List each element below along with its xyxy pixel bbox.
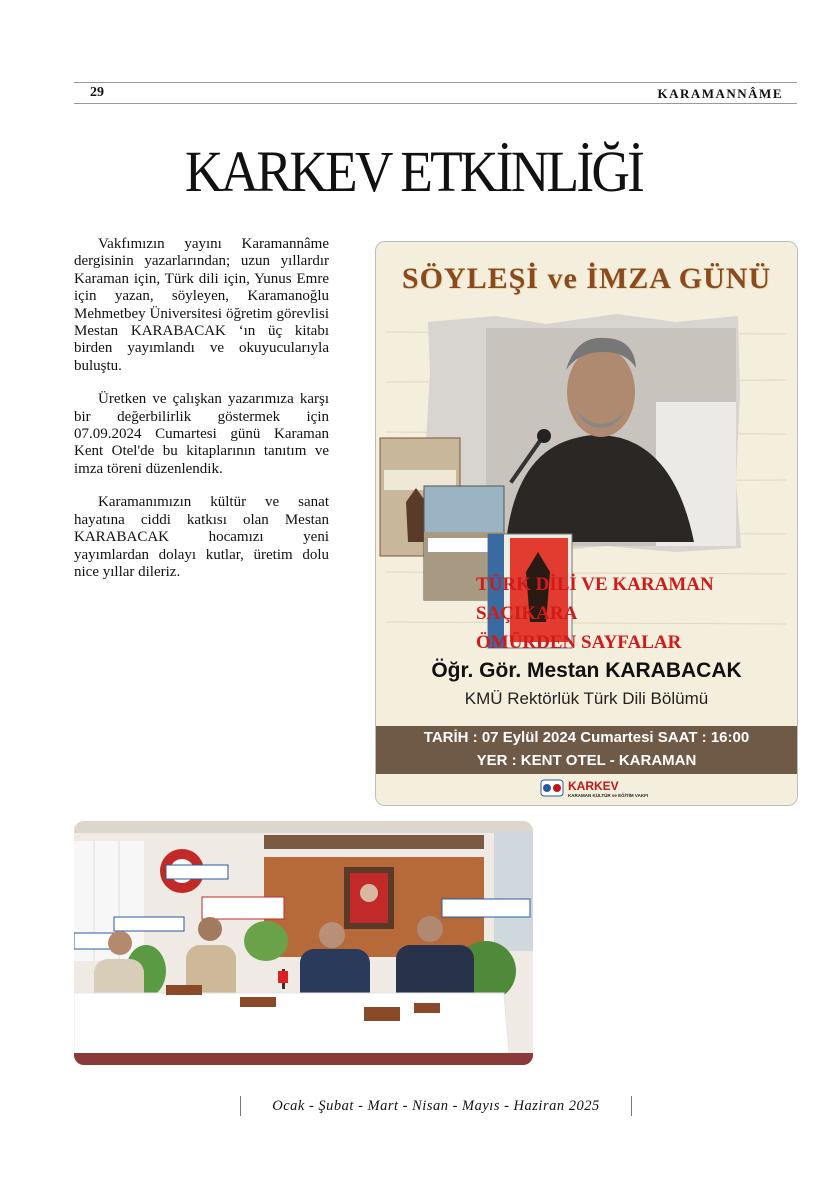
poster-title: SÖYLEŞİ ve İMZA GÜNÜ	[401, 262, 772, 295]
speaker-name: Öğr. Gör. Mestan KARABACAK	[431, 659, 742, 682]
book-title: SAÇIKARA	[476, 603, 578, 624]
article-title: KARKEV ETKİNLİĞİ	[184, 139, 643, 204]
book-title: TÜRK DİLİ VE KARAMAN	[476, 574, 714, 595]
paragraph: Üretken ve çalışkan yazarımıza karşı bir değerbilirlik göstermek için 07.09.2024 Cumartesi günü Karaman Kent Otel'de bu kitaplarının tanıtım ve imza töreni düzenlendik.	[74, 391, 329, 477]
article-body	[74, 236, 329, 597]
issue-footer: Ocak - Şubat - Mart - Nisan - Mayıs - Haziran 2025	[240, 1096, 632, 1116]
paragraph: Karamanımızın kültür ve sanat hayatına ciddi katkısı olan Mestan KARABACAK hocamızı yeni yayımlardan dolayı kutlar, üretim dolu nice yıllar dileriz.	[74, 494, 329, 580]
event-place: YER : KENT OTEL - KARAMAN	[476, 752, 697, 769]
org-full-name: KARAMAN KÜLTÜR ve EĞİTİM VAKFI	[568, 793, 649, 798]
poster-artwork	[376, 242, 797, 805]
event-photo	[74, 821, 533, 1065]
magazine-name: KARAMANNÂME	[657, 86, 783, 101]
book-title: ÖMÜRDEN SAYFALAR	[476, 632, 682, 653]
running-header	[74, 82, 797, 104]
photo-scene	[74, 821, 533, 1065]
page-number: 29	[90, 85, 104, 100]
speaker-department: KMÜ Rektörlük Türk Dili Bölümü	[464, 689, 709, 708]
org-name: KARKEV	[568, 779, 619, 793]
book-list	[476, 570, 714, 657]
paragraph: Vakfımızın yayını Karamannâme dergisinin yazarlarından; uzun yıllardır Karaman için, Türk dili için, Yunus Emre için yazan, söyleyen, Karamanoğlu Mehmetbey Üniversitesi öğretim görevlisi Mestan KARABACAK ‘ın üç kitabı birden yayımlandı ve okuyucularıyla buluştu.	[74, 236, 329, 374]
event-poster	[375, 241, 798, 806]
event-date: TARİH : 07 Eylül 2024 Cumartesi SAAT : 16:00	[423, 729, 750, 746]
